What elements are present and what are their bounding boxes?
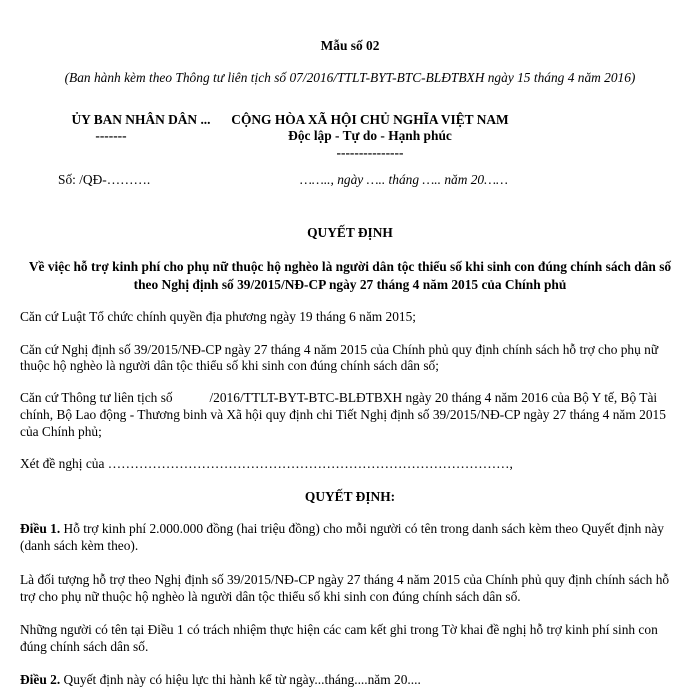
document-title: QUYẾT ĐỊNH <box>307 225 393 240</box>
subject-line-1: Về việc hỗ trợ kinh phí cho phụ nữ thuộc hộ nghèo là người dân tộc thiểu số khi sinh con đúng chính sách dân số <box>28 259 672 274</box>
basis-3-line-3: của Chính phủ; <box>20 424 102 439</box>
article-1-label: Điều 1. <box>20 521 61 536</box>
article-2-label: Điều 2. <box>20 672 61 687</box>
subject-line-2: theo Nghị định số 39/2015/NĐ-CP ngày 27 tháng 4 năm 2015 của Chính phủ <box>133 277 567 292</box>
responsibility-line-2: đúng chính sách dân số. <box>20 639 149 654</box>
beneficiary-line-2: trợ cho phụ nữ thuộc hộ nghèo là người dân tộc thiểu số khi sinh con đúng chính sách dân số. <box>20 589 521 604</box>
basis-1: Căn cứ Luật Tổ chức chính quyền địa phương ngày 19 tháng 6 năm 2015; <box>20 309 417 324</box>
article-2-text: Quyết định này có hiệu lực thi hành kể từ ngày...tháng....năm 20.... <box>60 672 421 687</box>
place-date-line: …….., ngày ….. tháng ….. năm 20…… <box>300 172 508 187</box>
republic-name: CỘNG HÒA XÃ HỘI CHỦ NGHĨA VIỆT NAM <box>231 112 509 127</box>
article-1-text: Hỗ trợ kinh phí 2.000.000 đồng (hai triệu đồng) cho mỗi người có tên trong danh sách kèm theo Quyết định này <box>60 521 664 536</box>
basis-2-line-2: thuộc hộ nghèo là người dân tộc thiểu số khi sinh con đúng chính sách dân số; <box>20 358 439 373</box>
responsibility-line-1: Những người có tên tại Điều 1 có trách nhiệm thực hiện các cam kết ghi trong Tờ khai đề nghị hỗ trợ kinh phí sinh con <box>20 622 658 637</box>
decision-number: Số: /QĐ-………. <box>58 172 151 187</box>
beneficiary-line-1: Là đối tượng hỗ trợ theo Nghị định số 39/2015/NĐ-CP ngày 27 tháng 4 năm 2015 của Chính phủ quy định chính sách hỗ <box>20 572 670 587</box>
issued-note: (Ban hành kèm theo Thông tư liên tịch số 07/2016/TTLT-BYT-BTC-BLĐTBXH ngày 15 tháng 4 năm 2016) <box>64 70 636 85</box>
basis-3-line-2: chính, Bộ Lao động - Thương binh và Xã hội quy định chi Tiết Nghị định số 39/2015/NĐ-CP ngày 27 tháng 4 năm 2015 <box>20 407 666 422</box>
agency-name: ỦY BAN NHÂN DÂN ... <box>71 112 211 127</box>
national-motto: Độc lập - Tự do - Hạnh phúc <box>288 128 452 143</box>
article-1-line-1 <box>20 521 664 537</box>
decision-heading: QUYẾT ĐỊNH: <box>304 489 396 504</box>
article-2-line <box>20 672 421 688</box>
basis-3-line-1: Căn cứ Thông tư liên tịch số /2016/TTLT-BYT-BTC-BLĐTBXH ngày 20 tháng 4 năm 2016 của Bộ Y tế, Bộ Tài <box>20 390 658 405</box>
motto-rule: --------------- <box>336 145 404 160</box>
form-number: Mẫu số 02 <box>320 38 380 53</box>
article-1-line-2: (danh sách kèm theo). <box>20 538 139 553</box>
basis-2-line-1: Căn cứ Nghị định số 39/2015/NĐ-CP ngày 27 tháng 4 năm 2015 của Chính phủ quy định chính sách hỗ trợ cho phụ nữ <box>20 342 659 357</box>
proposal-line: Xét đề nghị của ………………………………………………………………………………, <box>20 456 513 471</box>
agency-rule: ------- <box>95 128 127 143</box>
